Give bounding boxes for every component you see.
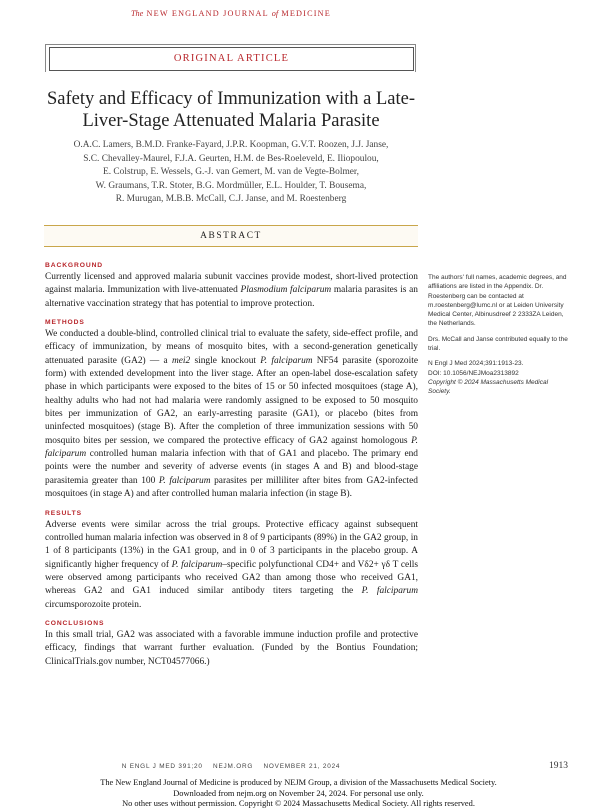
abstract-body — [45, 261, 418, 676]
background-text: Currently licensed and approved malaria subunit vaccines provide modest, short-lived protection against malaria. Immunization with live-attenuated Plasmodium falciparum malaria parasites is an alternative vaccination strategy that has potential to improve protection. — [45, 272, 418, 309]
masthead-the: The — [131, 9, 144, 18]
abstract-heading: ABSTRACT — [44, 225, 418, 247]
author-line: W. Graumans, T.R. Stoter, B.G. Mordmüller, E.L. Houlder, T. Bousema, — [95, 180, 367, 191]
methods-text: We conducted a double-blind, controlled clinical trial to evaluate the safety, side-effect profile, and efficacy of immunization, by means of mosquito bites, with a second-generation genetically attenuated parasite (GA2) — a mei2 single knockout P. falciparum NF54 parasite (sporozoite form) with extended development into the liver stage. After an open-label dose-escalation safety phase in which participants were exposed to the bites of 15 or 50 infected mosquitoes (stage A), healthy adults who had not had malaria were randomly assigned to be exposed to 50 mosquito bites per immunization of GA2, an early-arresting parasite (GA1), or placebo (bites from uninfected mosquitoes) (stage B). After the completion of three immunization sessions with 50 mosquito bites per session, we compared the protective efficacy of GA2 against homologous P. falciparum controlled human malaria infection with that of GA1 and placebo. The primary end points were the number and severity of adverse events (in stages A and B) and blood-stage parasitemia greater than 100 P. falciparum parasites per milliliter after bites from GA2-infected mosquitoes (in stage A) and after controlled human malaria infection (in stage B). — [45, 329, 418, 500]
conclusions-text: In this small trial, GA2 was associated with a favorable immune induction profile and protective efficacy, findings that warrant further evaluation. (Funded by the Bontius Foundation; ClinicalTrials.gov number, NCT04577066.) — [45, 629, 418, 667]
masthead-name-1: NEW ENGLAND JOURNAL — [146, 9, 269, 18]
article-title: Safety and Efficacy of Immunization with a Late-Liver-Stage Attenuated Malaria Parasite — [47, 89, 415, 131]
article-sidebar — [428, 273, 572, 397]
citation: N Engl J Med 2024;391:1913-23. — [428, 360, 524, 368]
page-number: 1913 — [549, 761, 568, 771]
notice-line: Downloaded from nejm.org on November 24, 2024. For personal use only. — [173, 788, 424, 798]
conclusions-heading: CONCLUSIONS — [45, 619, 105, 627]
article-type-label: ORIGINAL ARTICLE — [49, 47, 414, 71]
author-line: S.C. Chevalley-Maurel, F.J.A. Geurten, H.M. de Bes-Roeleveld, E. Iliopoulou, — [83, 153, 379, 164]
masthead-name-2: MEDICINE — [281, 9, 331, 18]
author-line: E. Colstrup, E. Wessels, G.-J. van Gemert, M. van de Vegte-Bolmer, — [102, 167, 360, 178]
notice-line: The New England Journal of Medicine is produced by NEJM Group, a division of the Massachusetts Medical Society. — [100, 778, 497, 787]
background-heading: BACKGROUND — [45, 262, 104, 269]
running-footer: N ENGL J MED 391;20 NEJM.ORG NOVEMBER 21, 2024 — [121, 763, 341, 770]
download-notice — [0, 778, 597, 810]
contribution-note: Drs. McCall and Janse contributed equally to the trial. — [428, 335, 568, 353]
journal-masthead — [0, 9, 462, 18]
masthead-of: of — [271, 9, 279, 18]
notice-line: No other uses without permission. Copyright © 2024 Massachusetts Medical Society. All rights reserved. — [122, 799, 475, 809]
author-line: R. Murugan, M.B.B. McCall, C.J. Janse, and M. Roestenberg — [115, 194, 347, 205]
doi: DOI: 10.1056/NEJMoa2313892 — [428, 369, 519, 377]
results-text: Adverse events were similar across the trial groups. Protective efficacy against subsequent controlled human malaria infection was observed in 8 of 9 participants (89%) in the GA2 group, in 1 of 8 participants (13%) in the GA1 group, and in 0 of 3 participants in the placebo group. A significantly higher frequency of P. falciparum–specific polyfunctional CD4+ and Vδ2+ γδ T cells were observed among participants who received GA2 than among those who received GA1, whereas GA2 and GA1 induced similar antibody titers targeting the P. falciparum circumsporozoite protein. — [45, 519, 418, 610]
results-heading: RESULTS — [45, 509, 83, 517]
affiliation-note: The authors' full names, academic degrees, and affiliations are listed in the Appendix. Dr. Roestenberg can be contacted at m.roestenberg@lumc.nl or at Leiden University Medical Center, Albinusdreef 2 2333ZA Leiden, the Netherlands. — [428, 274, 567, 328]
methods-heading: METHODS — [45, 319, 85, 327]
author-list — [40, 139, 422, 207]
author-line: O.A.C. Lamers, B.M.D. Franke-Fayard, J.P.R. Koopman, G.V.T. Roozen, J.J. Janse, — [73, 140, 389, 150]
copyright: Copyright © 2024 Massachusetts Medical Society. — [428, 378, 549, 396]
